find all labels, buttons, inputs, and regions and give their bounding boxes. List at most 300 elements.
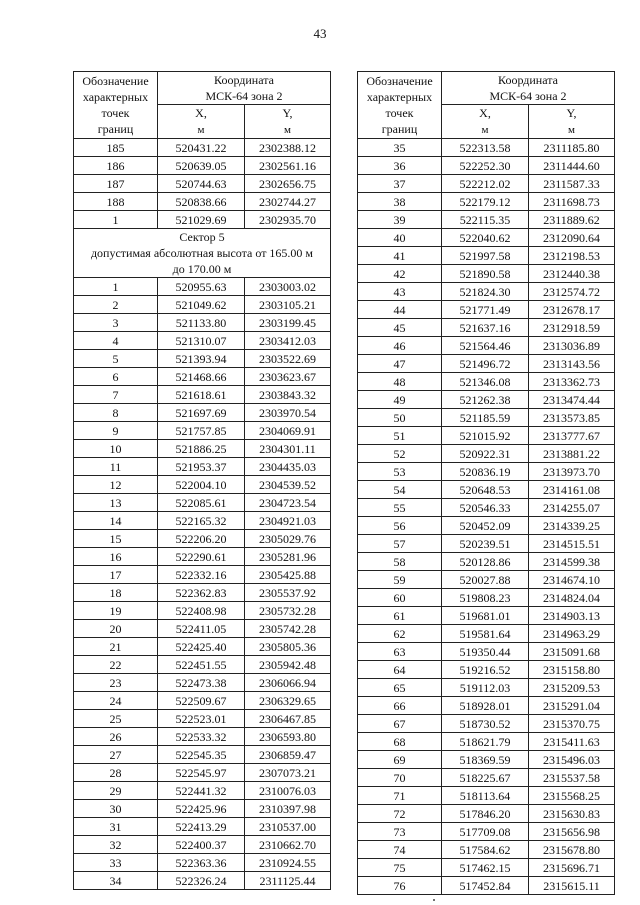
point-id-cell: 36 bbox=[358, 157, 442, 175]
y-coordinate-cell: 2310662.70 bbox=[245, 836, 331, 854]
x-coordinate-cell: 518621.79 bbox=[442, 733, 529, 751]
x-coordinate-cell: 519681.01 bbox=[442, 607, 529, 625]
table-row bbox=[358, 553, 615, 571]
point-id-cell: 29 bbox=[74, 782, 158, 800]
point-id-cell: 21 bbox=[74, 638, 158, 656]
table-row bbox=[74, 584, 331, 602]
point-id-cell: 15 bbox=[74, 530, 158, 548]
y-coordinate-cell: 2312574.72 bbox=[529, 283, 615, 301]
x-coordinate-cell: 521393.94 bbox=[158, 350, 245, 368]
x-coordinate-cell: 522115.35 bbox=[442, 211, 529, 229]
y-coordinate-cell: 2306329.65 bbox=[245, 692, 331, 710]
x-coordinate-cell: 522085.61 bbox=[158, 494, 245, 512]
point-id-cell: 52 bbox=[358, 445, 442, 463]
y-coordinate-cell: 2303105.21 bbox=[245, 296, 331, 314]
point-id-cell: 27 bbox=[74, 746, 158, 764]
table-row bbox=[74, 728, 331, 746]
x-coordinate-cell: 520836.19 bbox=[442, 463, 529, 481]
y-coordinate-cell: 2302561.16 bbox=[245, 157, 331, 175]
y-coordinate-cell: 2305805.36 bbox=[245, 638, 331, 656]
table-row bbox=[358, 859, 615, 877]
x-column-header: X, м bbox=[442, 105, 529, 139]
point-id-cell: 32 bbox=[74, 836, 158, 854]
x-coordinate-cell: 522533.32 bbox=[158, 728, 245, 746]
x-coordinate-cell: 522252.30 bbox=[442, 157, 529, 175]
x-coordinate-cell: 518730.52 bbox=[442, 715, 529, 733]
x-coordinate-cell: 518369.59 bbox=[442, 751, 529, 769]
y-coordinate-cell: 2304435.03 bbox=[245, 458, 331, 476]
y-coordinate-cell: 2315656.98 bbox=[529, 823, 615, 841]
table-row bbox=[74, 548, 331, 566]
y-coordinate-cell: 2314255.07 bbox=[529, 499, 615, 517]
table-row bbox=[358, 733, 615, 751]
y-coordinate-cell: 2310924.55 bbox=[245, 854, 331, 872]
point-id-cell: 49 bbox=[358, 391, 442, 409]
table-row bbox=[358, 445, 615, 463]
point-id-cell: 16 bbox=[74, 548, 158, 566]
x-coordinate-cell: 522473.38 bbox=[158, 674, 245, 692]
y-coordinate-cell: 2310397.98 bbox=[245, 800, 331, 818]
y-coordinate-cell: 2302656.75 bbox=[245, 175, 331, 193]
x-coordinate-cell: 522545.97 bbox=[158, 764, 245, 782]
x-coordinate-cell: 522408.98 bbox=[158, 602, 245, 620]
table-row bbox=[74, 278, 331, 296]
x-coordinate-cell: 522165.32 bbox=[158, 512, 245, 530]
point-id-cell: 69 bbox=[358, 751, 442, 769]
point-id-cell: 48 bbox=[358, 373, 442, 391]
x-coordinate-cell: 521346.08 bbox=[442, 373, 529, 391]
point-id-cell: 4 bbox=[74, 332, 158, 350]
point-id-cell: 55 bbox=[358, 499, 442, 517]
table-row bbox=[358, 589, 615, 607]
point-id-cell: 20 bbox=[74, 620, 158, 638]
x-coordinate-cell: 519350.44 bbox=[442, 643, 529, 661]
point-id-cell: 65 bbox=[358, 679, 442, 697]
y-coordinate-cell: 2307073.21 bbox=[245, 764, 331, 782]
table-row bbox=[358, 679, 615, 697]
point-id-cell: 187 bbox=[74, 175, 158, 193]
x-coordinate-cell: 521886.25 bbox=[158, 440, 245, 458]
x-coordinate-cell: 521618.61 bbox=[158, 386, 245, 404]
x-coordinate-cell: 520431.22 bbox=[158, 139, 245, 157]
x-coordinate-cell: 520744.63 bbox=[158, 175, 245, 193]
point-id-cell: 8 bbox=[74, 404, 158, 422]
sector-height-range-end: до 170.00 м bbox=[172, 262, 232, 276]
table-row bbox=[74, 211, 331, 229]
y-coordinate-cell: 2304723.54 bbox=[245, 494, 331, 512]
y-coordinate-cell: 2312198.53 bbox=[529, 247, 615, 265]
point-id-cell: 188 bbox=[74, 193, 158, 211]
table-row bbox=[358, 769, 615, 787]
point-id-cell: 6 bbox=[74, 368, 158, 386]
table-row bbox=[74, 566, 331, 584]
y-column-header: Y, м bbox=[245, 105, 331, 139]
x-coordinate-cell: 522451.55 bbox=[158, 656, 245, 674]
point-id-cell: 19 bbox=[74, 602, 158, 620]
table-row bbox=[358, 463, 615, 481]
table-row bbox=[74, 332, 331, 350]
point-id-cell: 30 bbox=[74, 800, 158, 818]
table-row bbox=[74, 193, 331, 211]
point-id-cell: 12 bbox=[74, 476, 158, 494]
x-coordinate-cell: 521468.66 bbox=[158, 368, 245, 386]
point-id-cell: 40 bbox=[358, 229, 442, 247]
point-id-cell: 5 bbox=[74, 350, 158, 368]
x-coordinate-cell: 521133.80 bbox=[158, 314, 245, 332]
table-row bbox=[358, 805, 615, 823]
y-coordinate-cell: 2315568.25 bbox=[529, 787, 615, 805]
point-id-cell: 75 bbox=[358, 859, 442, 877]
y-coordinate-cell: 2313777.67 bbox=[529, 427, 615, 445]
point-id-cell: 39 bbox=[358, 211, 442, 229]
y-coordinate-cell: 2313881.22 bbox=[529, 445, 615, 463]
x-coordinate-cell: 522179.12 bbox=[442, 193, 529, 211]
point-id-cell: 45 bbox=[358, 319, 442, 337]
table-row bbox=[74, 692, 331, 710]
table-row bbox=[358, 301, 615, 319]
y-coordinate-cell: 2314674.10 bbox=[529, 571, 615, 589]
y-coordinate-cell: 2315630.83 bbox=[529, 805, 615, 823]
y-coordinate-cell: 2314824.04 bbox=[529, 589, 615, 607]
y-coordinate-cell: 2306066.94 bbox=[245, 674, 331, 692]
coordinate-system-header: Координата МСК-64 зона 2 bbox=[158, 72, 331, 105]
table-row bbox=[358, 715, 615, 733]
table-row bbox=[74, 476, 331, 494]
table-row bbox=[358, 409, 615, 427]
table-row bbox=[74, 746, 331, 764]
y-coordinate-cell: 2315209.53 bbox=[529, 679, 615, 697]
table-row bbox=[358, 175, 615, 193]
point-id-cell: 23 bbox=[74, 674, 158, 692]
point-id-cell: 33 bbox=[74, 854, 158, 872]
point-id-cell: 25 bbox=[74, 710, 158, 728]
sector-5-header bbox=[74, 229, 331, 278]
table-row bbox=[358, 139, 615, 157]
x-coordinate-cell: 521997.58 bbox=[442, 247, 529, 265]
table-row bbox=[74, 494, 331, 512]
y-coordinate-cell: 2312090.64 bbox=[529, 229, 615, 247]
table-row bbox=[74, 530, 331, 548]
table-row bbox=[358, 229, 615, 247]
point-id-cell: 13 bbox=[74, 494, 158, 512]
y-coordinate-cell: 2311444.60 bbox=[529, 157, 615, 175]
coordinates-table-left bbox=[73, 71, 331, 890]
x-coordinate-cell: 522509.67 bbox=[158, 692, 245, 710]
coordinates-table-right bbox=[357, 71, 615, 895]
x-coordinate-cell: 522523.01 bbox=[158, 710, 245, 728]
x-coordinate-cell: 522425.96 bbox=[158, 800, 245, 818]
y-coordinate-cell: 2314515.51 bbox=[529, 535, 615, 553]
point-id-cell: 10 bbox=[74, 440, 158, 458]
x-coordinate-cell: 518928.01 bbox=[442, 697, 529, 715]
table-row bbox=[74, 854, 331, 872]
table-row bbox=[74, 836, 331, 854]
point-id-cell: 42 bbox=[358, 265, 442, 283]
x-coordinate-cell: 520546.33 bbox=[442, 499, 529, 517]
x-coordinate-cell: 521890.58 bbox=[442, 265, 529, 283]
x-coordinate-cell: 520648.53 bbox=[442, 481, 529, 499]
point-id-cell: 57 bbox=[358, 535, 442, 553]
sector-header-block bbox=[74, 229, 331, 278]
sector-title: Сектор 5 bbox=[179, 230, 225, 244]
y-coordinate-cell: 2303003.02 bbox=[245, 278, 331, 296]
y-coordinate-cell: 2305537.92 bbox=[245, 584, 331, 602]
x-coordinate-cell: 522326.24 bbox=[158, 872, 245, 890]
y-coordinate-cell: 2305732.28 bbox=[245, 602, 331, 620]
y-coordinate-cell: 2314963.29 bbox=[529, 625, 615, 643]
y-coordinate-cell: 2312440.38 bbox=[529, 265, 615, 283]
table-row bbox=[358, 571, 615, 589]
y-coordinate-cell: 2313362.73 bbox=[529, 373, 615, 391]
x-coordinate-cell: 522004.10 bbox=[158, 476, 245, 494]
point-id-cell: 14 bbox=[74, 512, 158, 530]
point-designation-header: Обозначение характерных точек границ bbox=[358, 72, 442, 139]
table-row bbox=[358, 625, 615, 643]
point-id-cell: 61 bbox=[358, 607, 442, 625]
table-row bbox=[74, 422, 331, 440]
point-id-cell: 44 bbox=[358, 301, 442, 319]
x-coordinate-cell: 522400.37 bbox=[158, 836, 245, 854]
point-id-cell: 24 bbox=[74, 692, 158, 710]
point-id-cell: 59 bbox=[358, 571, 442, 589]
y-coordinate-cell: 2311587.33 bbox=[529, 175, 615, 193]
table-row bbox=[358, 643, 615, 661]
x-coordinate-cell: 521015.92 bbox=[442, 427, 529, 445]
table-row bbox=[358, 661, 615, 679]
point-id-cell: 50 bbox=[358, 409, 442, 427]
x-coordinate-cell: 519808.23 bbox=[442, 589, 529, 607]
table-row bbox=[358, 823, 615, 841]
x-coordinate-cell: 520838.66 bbox=[158, 193, 245, 211]
scan-dot-mark bbox=[433, 899, 435, 901]
point-id-cell: 34 bbox=[74, 872, 158, 890]
table-row bbox=[358, 787, 615, 805]
table-row bbox=[74, 710, 331, 728]
table-row bbox=[358, 265, 615, 283]
x-coordinate-cell: 522545.35 bbox=[158, 746, 245, 764]
coordinate-system-header: Координата МСК-64 зона 2 bbox=[442, 72, 615, 105]
x-coordinate-cell: 519216.52 bbox=[442, 661, 529, 679]
left-rows-after-sector bbox=[74, 278, 331, 890]
point-id-cell: 54 bbox=[358, 481, 442, 499]
x-column-header: X, м bbox=[158, 105, 245, 139]
y-coordinate-cell: 2302744.27 bbox=[245, 193, 331, 211]
table-row bbox=[74, 764, 331, 782]
y-coordinate-cell: 2311889.62 bbox=[529, 211, 615, 229]
point-id-cell: 2 bbox=[74, 296, 158, 314]
table-row bbox=[74, 139, 331, 157]
table-row bbox=[358, 391, 615, 409]
x-coordinate-cell: 521564.46 bbox=[442, 337, 529, 355]
y-coordinate-cell: 2303843.32 bbox=[245, 386, 331, 404]
table-row bbox=[74, 512, 331, 530]
x-coordinate-cell: 521953.37 bbox=[158, 458, 245, 476]
table-row bbox=[74, 620, 331, 638]
x-coordinate-cell: 521185.59 bbox=[442, 409, 529, 427]
y-coordinate-cell: 2303623.67 bbox=[245, 368, 331, 386]
x-coordinate-cell: 519112.03 bbox=[442, 679, 529, 697]
x-coordinate-cell: 520955.63 bbox=[158, 278, 245, 296]
table-row bbox=[74, 386, 331, 404]
y-coordinate-cell: 2311125.44 bbox=[245, 872, 331, 890]
point-id-cell: 51 bbox=[358, 427, 442, 445]
table-row bbox=[358, 517, 615, 535]
table-row bbox=[74, 638, 331, 656]
y-coordinate-cell: 2315678.80 bbox=[529, 841, 615, 859]
x-coordinate-cell: 517462.15 bbox=[442, 859, 529, 877]
table-row bbox=[74, 782, 331, 800]
point-id-cell: 71 bbox=[358, 787, 442, 805]
table-row bbox=[74, 602, 331, 620]
y-coordinate-cell: 2306593.80 bbox=[245, 728, 331, 746]
point-id-cell: 47 bbox=[358, 355, 442, 373]
y-coordinate-cell: 2304301.11 bbox=[245, 440, 331, 458]
y-coordinate-cell: 2312918.59 bbox=[529, 319, 615, 337]
point-id-cell: 38 bbox=[358, 193, 442, 211]
page-number: 43 bbox=[313, 26, 327, 41]
y-coordinate-cell: 2304539.52 bbox=[245, 476, 331, 494]
y-coordinate-cell: 2315370.75 bbox=[529, 715, 615, 733]
x-coordinate-cell: 522362.83 bbox=[158, 584, 245, 602]
x-coordinate-cell: 521637.16 bbox=[442, 319, 529, 337]
point-id-cell: 56 bbox=[358, 517, 442, 535]
point-id-cell: 18 bbox=[74, 584, 158, 602]
table-row bbox=[358, 211, 615, 229]
point-id-cell: 37 bbox=[358, 175, 442, 193]
point-id-cell: 74 bbox=[358, 841, 442, 859]
y-coordinate-cell: 2305425.88 bbox=[245, 566, 331, 584]
y-coordinate-cell: 2314161.08 bbox=[529, 481, 615, 499]
x-coordinate-cell: 517452.84 bbox=[442, 877, 529, 895]
y-coordinate-cell: 2315291.04 bbox=[529, 697, 615, 715]
point-id-cell: 3 bbox=[74, 314, 158, 332]
y-coordinate-cell: 2303522.69 bbox=[245, 350, 331, 368]
table-row bbox=[358, 373, 615, 391]
y-coordinate-cell: 2305742.28 bbox=[245, 620, 331, 638]
x-coordinate-cell: 518225.67 bbox=[442, 769, 529, 787]
table-row bbox=[74, 656, 331, 674]
y-coordinate-cell: 2306859.47 bbox=[245, 746, 331, 764]
table-row bbox=[358, 481, 615, 499]
table-row bbox=[74, 800, 331, 818]
x-coordinate-cell: 521771.49 bbox=[442, 301, 529, 319]
x-coordinate-cell: 522411.05 bbox=[158, 620, 245, 638]
point-id-cell: 22 bbox=[74, 656, 158, 674]
y-coordinate-cell: 2305942.48 bbox=[245, 656, 331, 674]
point-id-cell: 186 bbox=[74, 157, 158, 175]
y-coordinate-cell: 2302935.70 bbox=[245, 211, 331, 229]
point-id-cell: 62 bbox=[358, 625, 442, 643]
y-coordinate-cell: 2304069.91 bbox=[245, 422, 331, 440]
table-row bbox=[358, 535, 615, 553]
point-id-cell: 1 bbox=[74, 211, 158, 229]
sector-height-range: допустимая абсолютная высота от 165.00 м bbox=[90, 246, 314, 260]
x-coordinate-cell: 522413.29 bbox=[158, 818, 245, 836]
point-id-cell: 63 bbox=[358, 643, 442, 661]
point-id-cell: 35 bbox=[358, 139, 442, 157]
x-coordinate-cell: 522332.16 bbox=[158, 566, 245, 584]
table-row bbox=[74, 157, 331, 175]
y-coordinate-cell: 2315615.11 bbox=[529, 877, 615, 895]
table-row bbox=[74, 674, 331, 692]
y-coordinate-cell: 2305281.96 bbox=[245, 548, 331, 566]
left-rows-before-sector bbox=[74, 139, 331, 229]
table-row bbox=[358, 247, 615, 265]
point-id-cell: 28 bbox=[74, 764, 158, 782]
table-row bbox=[358, 319, 615, 337]
table-row bbox=[74, 296, 331, 314]
table-row bbox=[358, 607, 615, 625]
table-row bbox=[358, 877, 615, 895]
table-row bbox=[74, 175, 331, 193]
y-coordinate-cell: 2305029.76 bbox=[245, 530, 331, 548]
x-coordinate-cell: 517709.08 bbox=[442, 823, 529, 841]
y-coordinate-cell: 2312678.17 bbox=[529, 301, 615, 319]
x-coordinate-cell: 521496.72 bbox=[442, 355, 529, 373]
table-row bbox=[358, 193, 615, 211]
y-coordinate-cell: 2310076.03 bbox=[245, 782, 331, 800]
x-coordinate-cell: 522425.40 bbox=[158, 638, 245, 656]
x-coordinate-cell: 520027.88 bbox=[442, 571, 529, 589]
x-coordinate-cell: 518113.64 bbox=[442, 787, 529, 805]
point-id-cell: 67 bbox=[358, 715, 442, 733]
table-row bbox=[358, 355, 615, 373]
y-coordinate-cell: 2313036.89 bbox=[529, 337, 615, 355]
point-id-cell: 66 bbox=[358, 697, 442, 715]
y-coordinate-cell: 2304921.03 bbox=[245, 512, 331, 530]
point-id-cell: 70 bbox=[358, 769, 442, 787]
table-row bbox=[358, 841, 615, 859]
point-id-cell: 7 bbox=[74, 386, 158, 404]
table-row bbox=[358, 427, 615, 445]
point-id-cell: 17 bbox=[74, 566, 158, 584]
x-coordinate-cell: 521824.30 bbox=[442, 283, 529, 301]
x-coordinate-cell: 521029.69 bbox=[158, 211, 245, 229]
table-row bbox=[358, 499, 615, 517]
x-coordinate-cell: 521310.07 bbox=[158, 332, 245, 350]
x-coordinate-cell: 521049.62 bbox=[158, 296, 245, 314]
x-coordinate-cell: 519581.64 bbox=[442, 625, 529, 643]
y-coordinate-cell: 2313474.44 bbox=[529, 391, 615, 409]
y-coordinate-cell: 2313143.56 bbox=[529, 355, 615, 373]
point-id-cell: 185 bbox=[74, 139, 158, 157]
table-row bbox=[358, 283, 615, 301]
point-id-cell: 58 bbox=[358, 553, 442, 571]
x-coordinate-cell: 522441.32 bbox=[158, 782, 245, 800]
point-id-cell: 72 bbox=[358, 805, 442, 823]
point-id-cell: 11 bbox=[74, 458, 158, 476]
table-row bbox=[74, 314, 331, 332]
y-coordinate-cell: 2306467.85 bbox=[245, 710, 331, 728]
x-coordinate-cell: 517584.62 bbox=[442, 841, 529, 859]
point-id-cell: 53 bbox=[358, 463, 442, 481]
table-row bbox=[74, 350, 331, 368]
y-coordinate-cell: 2315696.71 bbox=[529, 859, 615, 877]
x-coordinate-cell: 521262.38 bbox=[442, 391, 529, 409]
table-row bbox=[74, 404, 331, 422]
x-coordinate-cell: 522363.36 bbox=[158, 854, 245, 872]
y-coordinate-cell: 2303412.03 bbox=[245, 332, 331, 350]
y-coordinate-cell: 2313973.70 bbox=[529, 463, 615, 481]
point-id-cell: 73 bbox=[358, 823, 442, 841]
y-coordinate-cell: 2314599.38 bbox=[529, 553, 615, 571]
point-id-cell: 60 bbox=[358, 589, 442, 607]
x-coordinate-cell: 520128.86 bbox=[442, 553, 529, 571]
x-coordinate-cell: 522212.02 bbox=[442, 175, 529, 193]
x-coordinate-cell: 522206.20 bbox=[158, 530, 245, 548]
y-coordinate-cell: 2311185.80 bbox=[529, 139, 615, 157]
table-row bbox=[74, 368, 331, 386]
